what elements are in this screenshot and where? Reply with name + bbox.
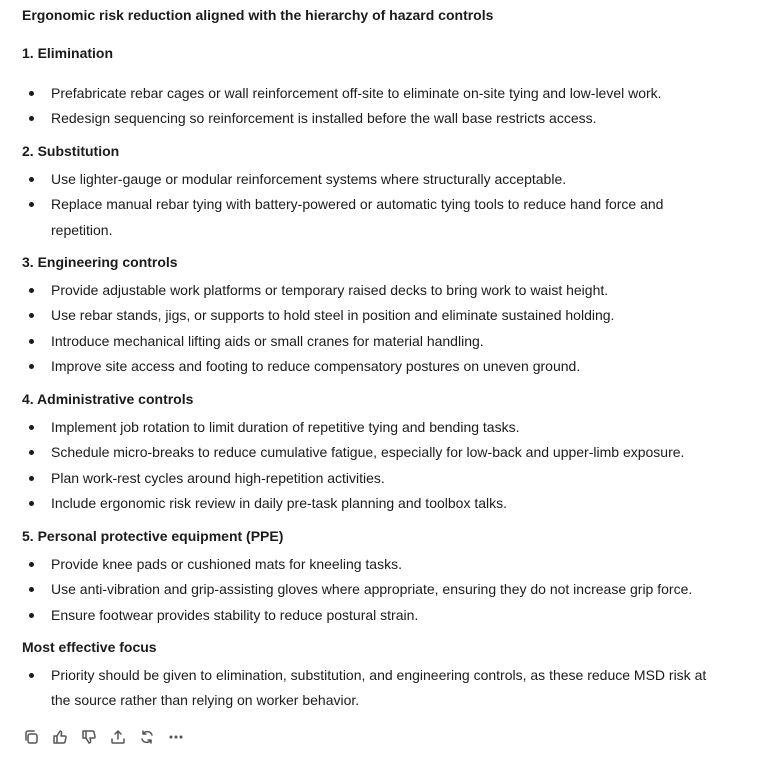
section-substitution (22, 141, 742, 243)
list-item: Prefabricate rebar cages or wall reinforcement off-site to eliminate on-site tying and low-level work. (22, 81, 742, 106)
list-item: Priority should be given to elimination, substitution, and engineering controls, as these reduce MSD risk at the source rather than relying on worker behavior. (22, 663, 711, 714)
section-heading: Most effective focus (22, 639, 157, 655)
response-title: Ergonomic risk reduction aligned with the hierarchy of hazard controls (22, 7, 494, 23)
list-item: Introduce mechanical lifting aids or small cranes for material handling. (22, 329, 742, 354)
section-heading: 3. Engineering controls (22, 254, 178, 270)
share-icon[interactable] (107, 726, 128, 747)
list-item: Ensure footwear provides stability to reduce postural strain. (22, 603, 742, 628)
section-heading: 2. Substitution (22, 143, 120, 159)
message-actions (20, 726, 186, 747)
regenerate-icon[interactable] (136, 726, 157, 747)
list-item: Plan work-rest cycles around high-repetition activities. (22, 466, 742, 491)
list-item: Improve site access and footing to reduce compensatory postures on uneven ground. (22, 354, 742, 379)
list-item: Implement job rotation to limit duration of repetitive tying and bending tasks. (22, 415, 742, 440)
copy-icon[interactable] (20, 726, 41, 747)
list-item: Replace manual rebar tying with battery-powered or automatic tying tools to reduce hand force and repetition. (22, 192, 691, 243)
list-item: Provide adjustable work platforms or temporary raised decks to bring work to waist height. (22, 278, 742, 303)
section-elimination (22, 43, 742, 132)
list-item: Use rebar stands, jigs, or supports to hold steel in position and eliminate sustained holding. (22, 303, 742, 328)
section-heading: 1. Elimination (22, 45, 114, 61)
section-most-effective (22, 637, 742, 714)
section-engineering (22, 252, 742, 379)
thumbs-down-icon[interactable] (78, 726, 99, 747)
list-item: Redesign sequencing so reinforcement is installed before the wall base restricts access. (22, 106, 742, 131)
section-heading: 4. Administrative controls (22, 391, 194, 407)
section-ppe (22, 526, 742, 628)
thumbs-up-icon[interactable] (49, 726, 70, 747)
more-icon[interactable] (165, 726, 186, 747)
list-item: Use anti-vibration and grip-assisting gloves where appropriate, ensuring they do not increase grip force. (22, 577, 742, 602)
section-administrative (22, 389, 742, 516)
section-heading: 5. Personal protective equipment (PPE) (22, 528, 284, 544)
list-item: Provide knee pads or cushioned mats for kneeling tasks. (22, 552, 742, 577)
list-item: Use lighter-gauge or modular reinforcement systems where structurally acceptable. (22, 167, 742, 192)
list-item: Include ergonomic risk review in daily pre-task planning and toolbox talks. (22, 491, 742, 516)
list-item: Schedule micro-breaks to reduce cumulative fatigue, especially for low-back and upper-limb exposure. (22, 440, 742, 465)
